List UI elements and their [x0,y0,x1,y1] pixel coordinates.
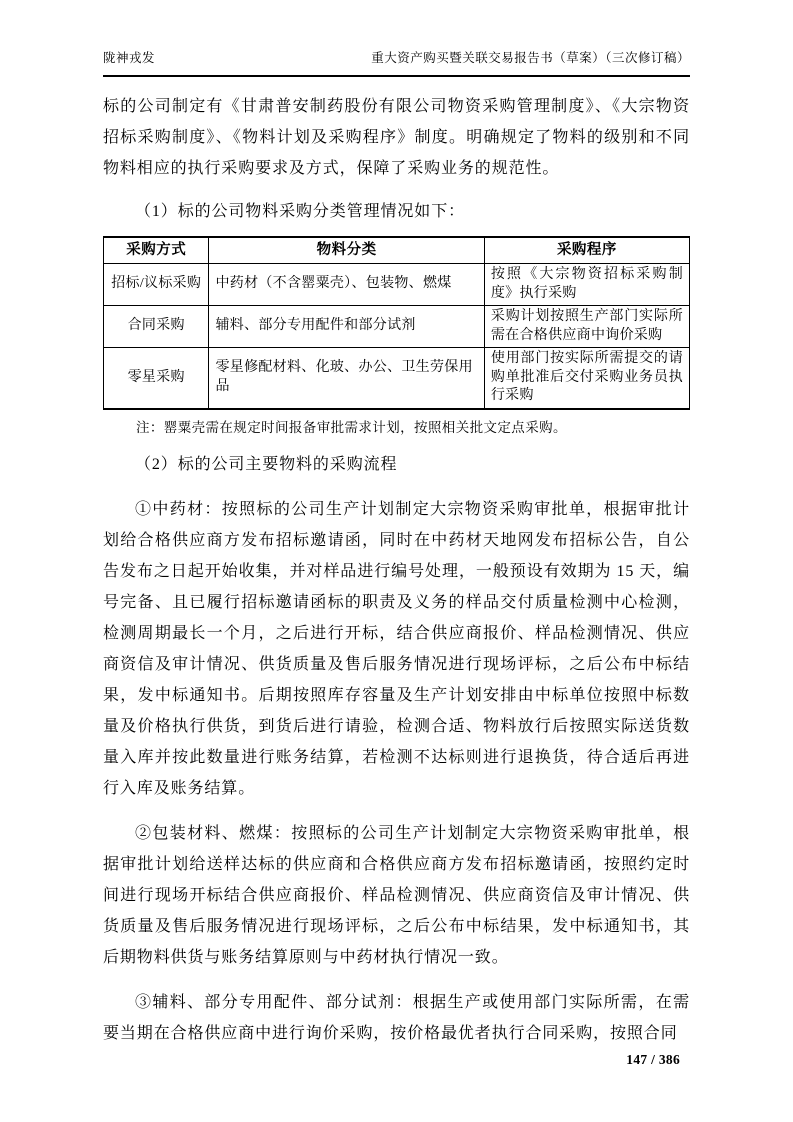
table-header-row [104,237,690,264]
table-cell-procedure: 采购计划按照生产部门实际所需在合格供应商中询价采购 [484,306,689,348]
running-header [103,50,690,77]
table-cell-category: 零星修配材料、化玻、办公、卫生劳保用品 [209,348,484,409]
table-row [104,348,690,409]
procedure-paragraph-3: ③辅料、部分专用配件、部分试剂：根据生产或使用部门实际所需，在需要当期在合格供应商中进行询价采购，按价格最优者执行合同采购，按照合同 [103,993,690,1042]
table-row [104,306,690,348]
table-cell-category: 中药材（不含罂粟壳）、包装物、燃煤 [209,264,484,306]
section-heading-2: （2）标的公司主要物料的采购流程 [135,455,398,473]
header-company-name: 陇神戎发 [103,51,156,65]
table-header-procedure: 采购程序 [484,237,689,264]
table-footnote: 注：罂粟壳需在规定时间报备审批需求计划，按照相关批文定点采购。 [136,419,567,435]
table-cell-procedure: 使用部门按实际所需提交的请购单批准后交付采购业务员执行采购 [484,348,689,409]
table-cell-method: 招标/议标采购 [104,264,209,306]
table-row [104,264,690,306]
section-heading-1: （1）标的公司物料采购分类管理情况如下： [135,203,466,220]
table-cell-procedure: 按照《大宗物资招标采购制度》执行采购 [484,264,689,306]
procedure-paragraph-1: ①中药材：按照标的公司生产计划制定大宗物资采购审批单，根据审批计划给合格供应商方发布招标邀请函，同时在中药材天地网发布招标公告，自公告发布之日起开始收集，并对样品进行编号处理，一般预设有效期为 15 天，编号完备、且已履行招标邀请函标的职责及义务的样品交付质量检测中心检测，检测周期最长一个月，之后进行开标，结合供应商报价、样品检测情况、供应商资信及审计情况、供货质量及售后服务情况进行现场评标，之后公布中标结果，发中标通知书。后期按照库存容量及生产计划安排由中标单位按照中标数量及价格执行供货，到货后进行请验，检测合适、物料放行后按照实际送货数量入库并按此数量进行账务结算，若检测不达标则进行退换货，待合适后再进行入库及账务结算。 [103,500,690,797]
table-cell-method: 零星采购 [104,348,209,409]
table-header-category: 物料分类 [209,237,484,264]
header-report-title: 重大资产购买暨关联交易报告书（草案）（三次修订稿） [371,51,690,65]
page-number: 147 / 386 [626,1051,680,1067]
table-cell-category: 辅料、部分专用配件和部分试剂 [209,306,484,348]
intro-paragraph: 标的公司制定有《甘肃普安制药股份有限公司物资采购管理制度》、《大宗物资招标采购制度》、《物料计划及采购程序》制度。明确规定了物料的级别和不同物料相应的执行采购要求及方式，保障了采购业务的规范性。 [103,98,690,177]
table-header-method: 采购方式 [104,237,209,264]
procurement-table [103,236,690,410]
procedure-paragraph-2: ②包装材料、燃煤：按照标的公司生产计划制定大宗物资采购审批单，根据审批计划给送样达标的供应商和合格供应商方发布招标邀请函，按照约定时间进行现场开标结合供应商报价、样品检测情况、供应商资信及审计情况、供货质量及售后服务情况进行现场评标，之后公布中标结果，发中标通知书，其后期物料供货与账务结算原则与中药材执行情况一致。 [103,824,690,966]
table-cell-method: 合同采购 [104,306,209,348]
